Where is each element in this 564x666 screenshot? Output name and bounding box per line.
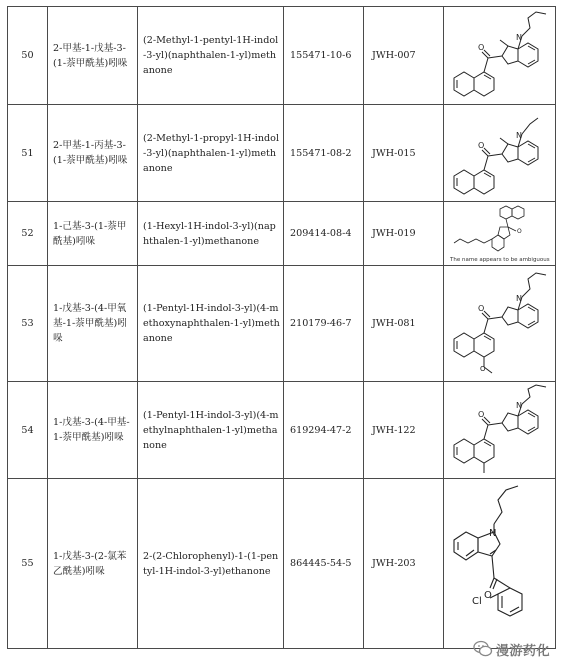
svg-text:N: N xyxy=(516,293,522,303)
row-number: 53 xyxy=(8,266,48,382)
english-name: 2-(2-Chlorophenyl)-1-(1-pentyl-1H-indol-3-yl)ethanone xyxy=(138,479,284,649)
chinese-name: 1-己基-3-(1-萘甲酰基)吲哚 xyxy=(48,202,138,266)
svg-text:O: O xyxy=(478,140,485,150)
ambiguity-note: The name appears to be ambiguous xyxy=(450,256,550,263)
wechat-icon xyxy=(473,639,493,659)
english-name: (1-Hexyl-1H-indol-3-yl)(naphthalen-1-yl)methanone xyxy=(138,202,284,266)
row-number: 54 xyxy=(8,382,48,479)
table-row xyxy=(8,202,556,266)
svg-text:O: O xyxy=(478,409,485,419)
structure-jwh-122 xyxy=(444,383,556,478)
row-number: 50 xyxy=(8,7,48,105)
structure-jwh-015 xyxy=(444,106,556,201)
watermark xyxy=(473,638,550,660)
structure-jwh-007 xyxy=(444,8,556,104)
compound-code: JWH-122 xyxy=(364,382,444,479)
svg-text:N: N xyxy=(516,130,522,140)
watermark-text: 漫游药化 xyxy=(495,643,550,659)
english-name: (2-Methyl-1-pentyl-1H-indol-3-yl)(naphthalen-1-yl)methanone xyxy=(138,7,284,105)
chinese-name: 2-甲基-1-戊基-3-(1-萘甲酰基)吲哚 xyxy=(48,7,138,105)
structure-cell xyxy=(444,202,556,266)
table-row xyxy=(8,382,556,479)
table-row xyxy=(8,479,556,649)
row-number: 55 xyxy=(8,479,48,649)
cas-number: 155471-10-6 xyxy=(284,7,364,105)
chinese-name: 2-甲基-1-丙基-3-(1-萘甲酰基)吲哚 xyxy=(48,105,138,202)
chinese-name: 1-戊基-3-(4-甲氧基-1-萘甲酰基)吲哚 xyxy=(48,266,138,382)
compound-code: JWH-081 xyxy=(364,266,444,382)
svg-text:O: O xyxy=(517,227,522,235)
table-row xyxy=(8,7,556,105)
compound-code: JWH-015 xyxy=(364,105,444,202)
cas-number: 155471-08-2 xyxy=(284,105,364,202)
svg-text:O: O xyxy=(480,364,486,373)
svg-text:O: O xyxy=(478,303,485,313)
compound-code: JWH-203 xyxy=(364,479,444,649)
english-name: (1-Pentyl-1H-indol-3-yl)(4-methylnaphthalen-1-yl)methanone xyxy=(138,382,284,479)
row-number: 51 xyxy=(8,105,48,202)
svg-text:N: N xyxy=(489,527,497,539)
english-name: (1-Pentyl-1H-indol-3-yl)(4-methoxynaphthalen-1-yl)methanone xyxy=(138,266,284,382)
svg-text:N: N xyxy=(516,400,522,410)
structure-jwh-081 xyxy=(444,267,556,381)
structure-cell xyxy=(444,105,556,202)
cas-number: 210179-46-7 xyxy=(284,266,364,382)
compound-code: JWH-007 xyxy=(364,7,444,105)
structure-jwh-019 xyxy=(444,203,556,265)
svg-text:O: O xyxy=(478,42,485,52)
structure-cell xyxy=(444,382,556,479)
cas-number: 209414-08-4 xyxy=(284,202,364,266)
structure-cell xyxy=(444,479,556,649)
chinese-name: 1-戊基-3-(2-氯苯乙酰基)吲哚 xyxy=(48,479,138,649)
table-row xyxy=(8,105,556,202)
svg-text:N: N xyxy=(516,32,522,42)
chlorine-label: Cl xyxy=(472,595,482,607)
structure-cell xyxy=(444,7,556,105)
english-name: (2-Methyl-1-propyl-1H-indol-3-yl)(naphthalen-1-yl)methanone xyxy=(138,105,284,202)
structure-cell xyxy=(444,266,556,382)
structure-jwh-203 xyxy=(444,480,556,648)
cas-number: 864445-54-5 xyxy=(284,479,364,649)
compound-code: JWH-019 xyxy=(364,202,444,266)
cas-number: 619294-47-2 xyxy=(284,382,364,479)
svg-text:O: O xyxy=(484,589,492,601)
table-row xyxy=(8,266,556,382)
chinese-name: 1-戊基-3-(4-甲基-1-萘甲酰基)吲哚 xyxy=(48,382,138,479)
compound-table xyxy=(7,6,556,649)
row-number: 52 xyxy=(8,202,48,266)
